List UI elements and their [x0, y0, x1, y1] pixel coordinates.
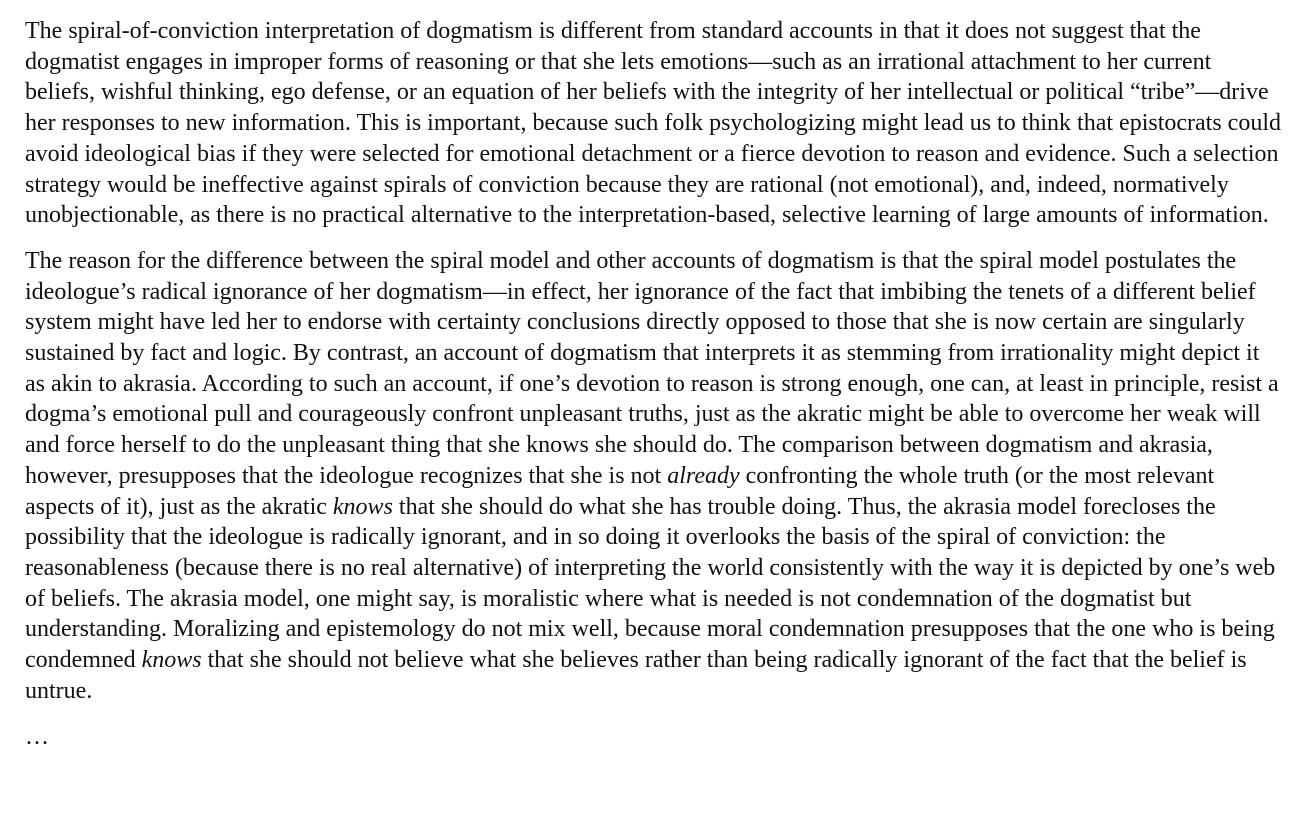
paragraph-2: [25, 246, 1284, 707]
ellipsis: …: [25, 724, 49, 751]
paragraph-2-text-4: that she should not believe what she believes rather than being radically ignorant of the fact that the belief is untrue.: [25, 647, 1247, 704]
paragraph-1-text: The spiral-of-conviction interpretation of dogmatism is different from standard accounts in that it does not suggest that the dogmatist engages in improper forms of reasoning or that she lets emotions—such as an irrational attachment to her current beliefs, wishful thinking, ego defense, or an equation of her beliefs with the integrity of her intellectual or political “tribe”—drive her responses to new information. This is important, because such folk psychologizing might lead us to think that epistocrats could avoid ideological bias if they were selected for emotional detachment or a fierce devotion to reason and evidence. Such a selection strategy would be ineffective against spirals of conviction because they are rational (not emotional), and, indeed, normatively unobjectionable, as there is no practical alternative to the interpretation-based, selective learning of large amounts of information.: [25, 18, 1281, 229]
paragraph-2-text-1: The reason for the difference between the spiral model and other accounts of dogmatism is that the spiral model postulates the ideologue’s radical ignorance of her dogmatism—in effect, her ignorance of the fact that imbibing the tenets of a different belief system might have led her to endorse with certainty conclusions directly opposed to those that she is now certain are singularly sustained by fact and logic. By contrast, an account of dogmatism that interprets it as stemming from irrationality might depict it as akin to akrasia. According to such an account, if one’s devotion to reason is strong enough, one can, at least in principle, resist a dogma’s emotional pull and courageously confront unpleasant truths, just as the akratic might be able to overcome her weak will and force herself to do the unpleasant thing that she knows she should do. The comparison between dogmatism and akrasia, however, presupposes that the ideologue recognizes that she is not: [25, 247, 1279, 489]
emphasis-knows-2: knows: [141, 647, 202, 674]
paragraph-1: [25, 16, 1284, 231]
paragraph-2-text-2: confronting the whole truth (or the most relevant aspects of it), just as the akratic: [25, 462, 1215, 520]
paragraph-2-text-3: that she should do what she has trouble doing. Thus, the akrasia model forecloses the possibility that the ideologue is radically ignorant, and in so doing it overlooks the basis of the spiral of conviction: the reasonableness (because there is no real alternative) of interpreting the world consistently with the way it is depicted by one’s web of beliefs. The akrasia model, one might say, is moralistic where what is needed is not condemnation of the dogmatist but understanding. Moralizing and epistemology do not mix well, because moral condemnation presupposes that the one who is being condemned: [25, 493, 1276, 674]
emphasis-knows: knows: [332, 493, 393, 520]
emphasis-already: already: [667, 462, 740, 489]
